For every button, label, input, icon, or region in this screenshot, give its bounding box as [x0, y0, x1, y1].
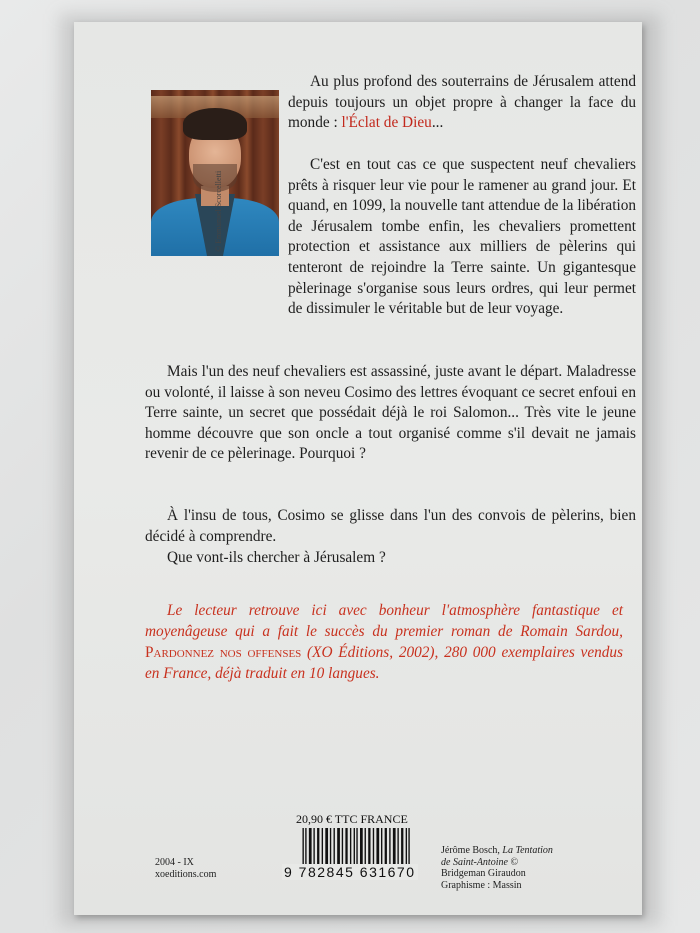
publisher-blurb: Le lecteur retrouve ici avec bonheur l'atmosphère fantastique et moyenâgeuse qui a fait le succès du premier roman de Romain Sardou, Pardonnez nos offenses (XO Éditions, 2002), 280 000 exemplaires vendus en France, déjà traduit en 10 langues. [145, 602, 624, 682]
paragraph-cosimo: À l'insu de tous, Cosimo se glisse dans l'un des convois de pèlerins, bien décidé à comprendre. [145, 507, 636, 545]
price-label: 20,90 € TTC FRANCE [296, 812, 408, 826]
previous-novel-title: Pardonnez nos offenses [145, 644, 302, 661]
paragraph-question: Que vont-ils chercher à Jérusalem ? [167, 549, 386, 566]
photo-credit: © Emmanuel Scorcelletti [214, 170, 223, 252]
publisher-website: xoeditions.com [155, 869, 217, 880]
cover-art-credit: Jérôme Bosch, La Tentation de Saint-Antoine © Bridgeman Giraudon [441, 845, 553, 879]
graphic-design-credit: Graphisme : Massin [441, 880, 522, 891]
highlight-title: l'Éclat de Dieu [341, 114, 432, 132]
isbn-number: 9 782845 631670 [284, 864, 416, 880]
paragraph-knights: C'est en tout cas ce que suspectent neuf chevaliers prêts à risquer leur vie pour le ramener au grand jour. Et quand, en 1099, la nouvelle tant attendue de la libération de Jérusalem tombe enfin, les chevaliers promettent protection et assistance aux milliers de pèlerins qui tenteront de rejoindre la Terre sainte. Un gigantesque pèlerinage s'organise sous leurs ordres, qui leur permet de dissimuler le véritable but de leur voyage. [288, 156, 636, 318]
paragraph-assassination: Mais l'un des neuf chevaliers est assassiné, juste avant le départ. Maladresse ou volonté, il laisse à son neveu Cosimo des lettres évoquant ce secret enfoui en Terre sainte, un secret que possédait déjà le roi Salomon... Très vite le jeune homme découvre que son oncle a tout organisé comme s'il devait ne jamais revenir de ce pèlerinage. Pourquoi ? [145, 363, 636, 463]
paragraph-intro: Au plus profond des souterrains de Jérusalem attend depuis toujours un objet propre à changer la face du monde : l'Éclat de Dieu... [288, 73, 636, 132]
edition-code: 2004 - IX [155, 857, 194, 868]
book-back-cover [74, 22, 642, 915]
